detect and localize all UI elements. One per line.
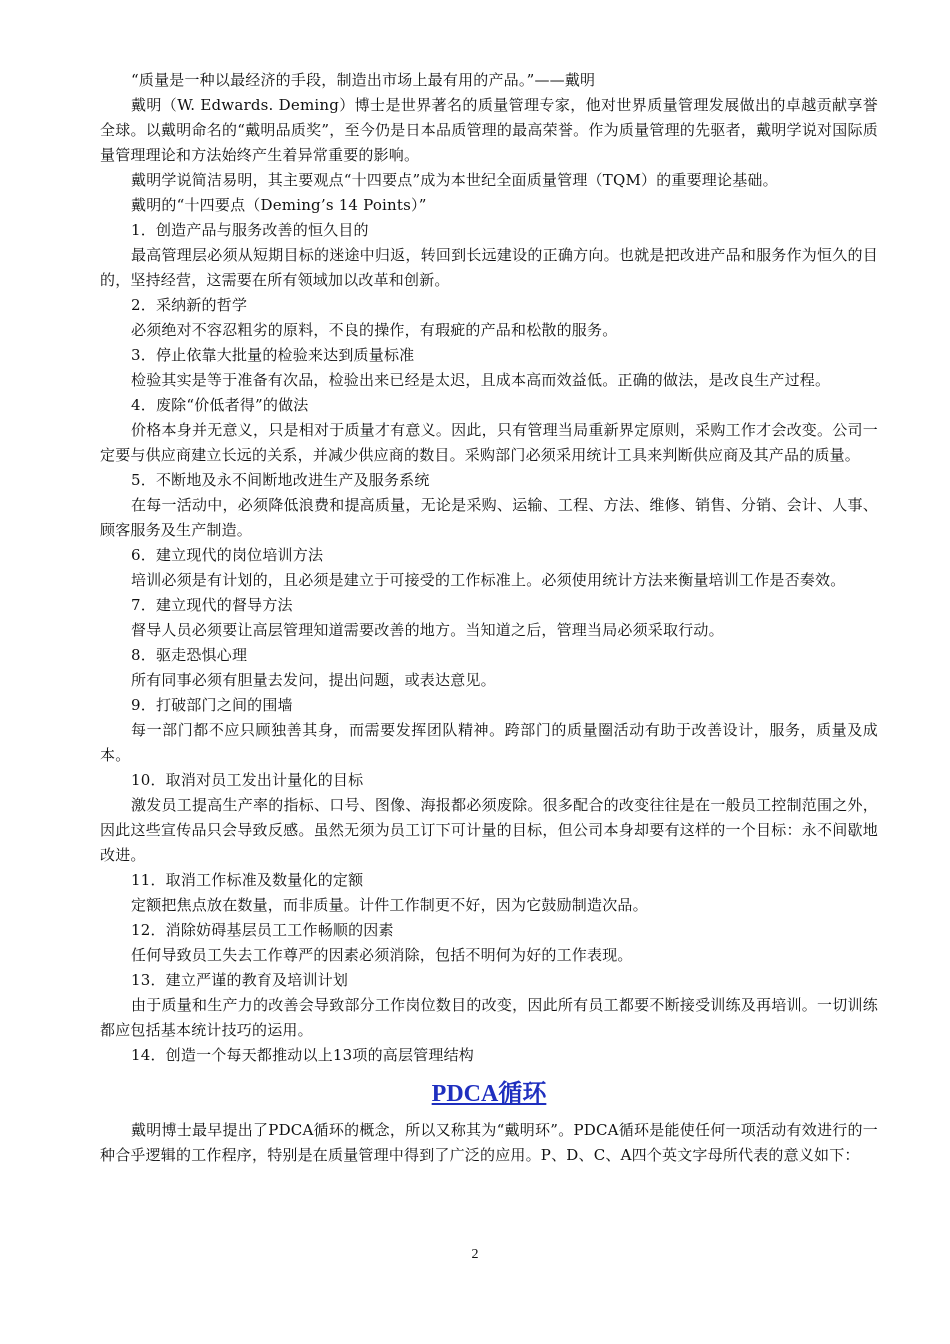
paragraph: 戴明（W. Edwards. Deming）博士是世界著名的质量管理专家，他对世界质量管理发展做出的卓越贡献享誉全球。以戴明命名的“戴明品质奖”，至今仍是日本品质管理的最高荣誉。作为质量管理的先驱者，戴明学说对国际质量管理理论和方法始终产生着异常重要的影响。 — [100, 96, 878, 164]
document-page — [100, 68, 878, 1168]
paragraph: 14．创造一个每天都推动以上13项的高层管理结构 — [131, 1046, 474, 1064]
paragraph: “质量是一种以最经济的手段，制造出市场上最有用的产品。”——戴明 — [131, 71, 596, 89]
paragraph: 在每一活动中，必须降低浪费和提高质量，无论是采购、运输、工程、方法、维修、销售、分销、会计、人事、顾客服务及生产制造。 — [100, 496, 878, 539]
body-text-top — [100, 68, 878, 1068]
paragraph: 激发员工提高生产率的指标、口号、图像、海报都必须废除。很多配合的改变往往是在一般员工控制范围之外，因此这些宣传品只会导致反感。虽然无须为员工订下可计量的目标，但公司本身却要有这样的一个目标：永不间歇地改进。 — [100, 796, 878, 864]
paragraph: 8．驱走恐惧心理 — [131, 646, 248, 664]
paragraph: 戴明学说简洁易明，其主要观点“十四要点”成为本世纪全面质量管理（TQM）的重要理论基础。 — [131, 171, 778, 189]
paragraph: 12．消除妨碍基层员工工作畅顺的因素 — [131, 921, 394, 939]
paragraph: 检验其实是等于准备有次品，检验出来已经是太迟，且成本高而效益低。正确的做法，是改良生产过程。 — [131, 371, 831, 389]
paragraph: 戴明博士最早提出了PDCA循环的概念，所以又称其为“戴明环”。PDCA循环是能使任何一项活动有效进行的一种合乎逻辑的工作程序，特别是在质量管理中得到了广泛的应用。P、D、C、A四个英文字母所代表的意义如下： — [100, 1121, 878, 1164]
paragraph: 定额把焦点放在数量，而非质量。计件工作制更不好，因为它鼓励制造次品。 — [131, 896, 648, 914]
page-number: 2 — [471, 1247, 479, 1262]
paragraph: 由于质量和生产力的改善会导致部分工作岗位数目的改变，因此所有员工都要不断接受训练及再培训。一切训练都应包括基本统计技巧的运用。 — [100, 996, 878, 1039]
paragraph: 2．采纳新的哲学 — [131, 296, 248, 314]
paragraph: 9．打破部门之间的围墙 — [131, 696, 293, 714]
paragraph: 1．创造产品与服务改善的恒久目的 — [131, 221, 369, 239]
paragraph: 7．建立现代的督导方法 — [131, 596, 293, 614]
section-heading: PDCA循环 — [431, 1081, 547, 1107]
paragraph: 4．废除“价低者得”的做法 — [131, 396, 309, 414]
paragraph: 5．不断地及永不间断地改进生产及服务系统 — [131, 471, 430, 489]
paragraph: 10．取消对员工发出计量化的目标 — [131, 771, 364, 789]
paragraph: 督导人员必须要让高层管理知道需要改善的地方。当知道之后，管理当局必须采取行动。 — [131, 621, 724, 639]
paragraph: 所有同事必须有胆量去发问，提出问题，或表达意见。 — [131, 671, 496, 689]
paragraph: 戴明的“十四要点（Deming’s 14 Points）” — [131, 196, 427, 214]
paragraph: 培训必须是有计划的，且必须是建立于可接受的工作标准上。必须使用统计方法来衡量培训工作是否奏效。 — [131, 571, 846, 589]
paragraph: 任何导致员工失去工作尊严的因素必须消除，包括不明何为好的工作表现。 — [131, 946, 633, 964]
paragraph: 11．取消工作标准及数量化的定额 — [131, 871, 364, 889]
paragraph: 最高管理层必须从短期目标的迷途中归返，转回到长远建设的正确方向。也就是把改进产品和服务作为恒久的目的，坚持经营，这需要在所有领域加以改革和创新。 — [100, 246, 878, 289]
paragraph: 每一部门都不应只顾独善其身，而需要发挥团队精神。跨部门的质量圈活动有助于改善设计，服务，质量及成本。 — [100, 721, 878, 764]
paragraph: 价格本身并无意义，只是相对于质量才有意义。因此，只有管理当局重新界定原则，采购工作才会改变。公司一定要与供应商建立长远的关系，并减少供应商的数目。采购部门必须采用统计工具来判断供应商及其产品的质量。 — [100, 421, 878, 464]
paragraph: 13．建立严谨的教育及培训计划 — [131, 971, 349, 989]
paragraph: 3．停止依靠大批量的检验来达到质量标准 — [131, 346, 415, 364]
body-text-bottom — [100, 1118, 878, 1168]
paragraph: 必须绝对不容忍粗劣的原料，不良的操作，有瑕疵的产品和松散的服务。 — [131, 321, 618, 339]
paragraph: 6．建立现代的岗位培训方法 — [131, 546, 324, 564]
